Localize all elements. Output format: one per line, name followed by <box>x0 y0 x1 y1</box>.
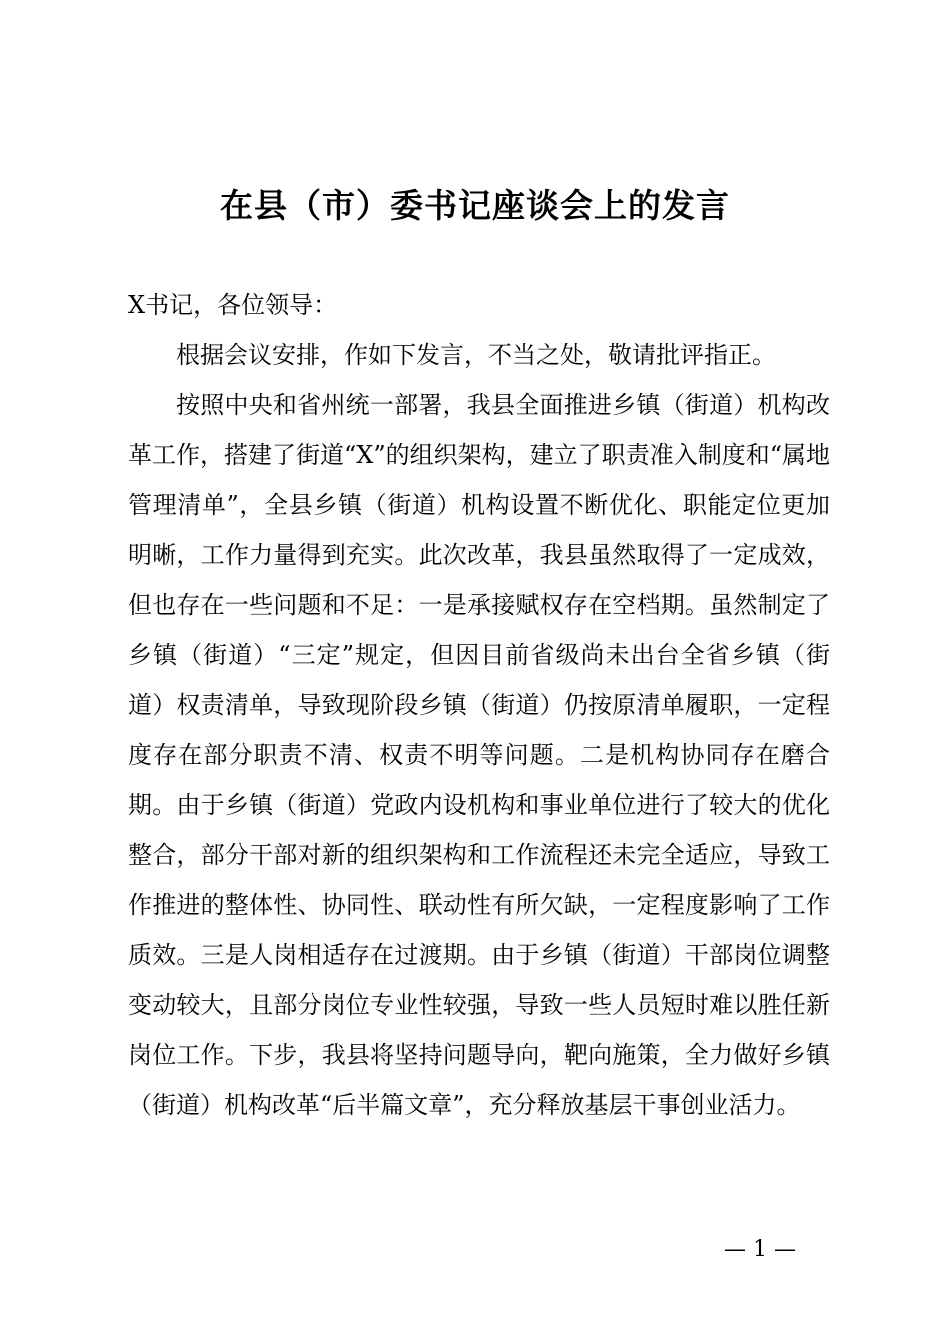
page-number: — 1 — <box>724 1237 796 1262</box>
paragraph: 按照中央和省州统一部署，我县全面推进乡镇（街道）机构改革工作，搭建了街道“X”的组织架构，建立了职责准入制度和“属地管理清单”，全县乡镇（街道）机构设置不断优化、职能定位更加明晰，工作力量得到充实。此次改革，我县虽然取得了一定成效，但也存在一些问题和不足：一是承接赋权存在空档期。虽然制定了乡镇（街道）“三定”规定，但因目前省级尚未出台全省乡镇（街道）权责清单，导致现阶段乡镇（街道）仍按原清单履职，一定程度存在部分职责不清、权责不明等问题。二是机构协同存在磨合期。由于乡镇（街道）党政内设机构和事业单位进行了较大的优化整合，部分干部对新的组织架构和工作流程还未完全适应，导致工作推进的整体性、协同性、联动性有所欠缺，一定程度影响了工作质效。三是人岗相适存在过渡期。由于乡镇（街道）干部岗位调整变动较大，且部分岗位专业性较强，导致一些人员短时难以胜任新岗位工作。下步，我县将坚持问题导向，靶向施策，全力做好乡镇（街道）机构改革“后半篇文章”，充分释放基层干事创业活力。 <box>128 391 830 1119</box>
document-body <box>128 330 830 1130</box>
salutation: X书记，各位领导： <box>128 291 338 319</box>
document-title: 在县（市）委书记座谈会上的发言 <box>220 186 730 225</box>
paragraph: 根据会议安排，作如下发言，不当之处，敬请批评指正。 <box>176 341 776 369</box>
